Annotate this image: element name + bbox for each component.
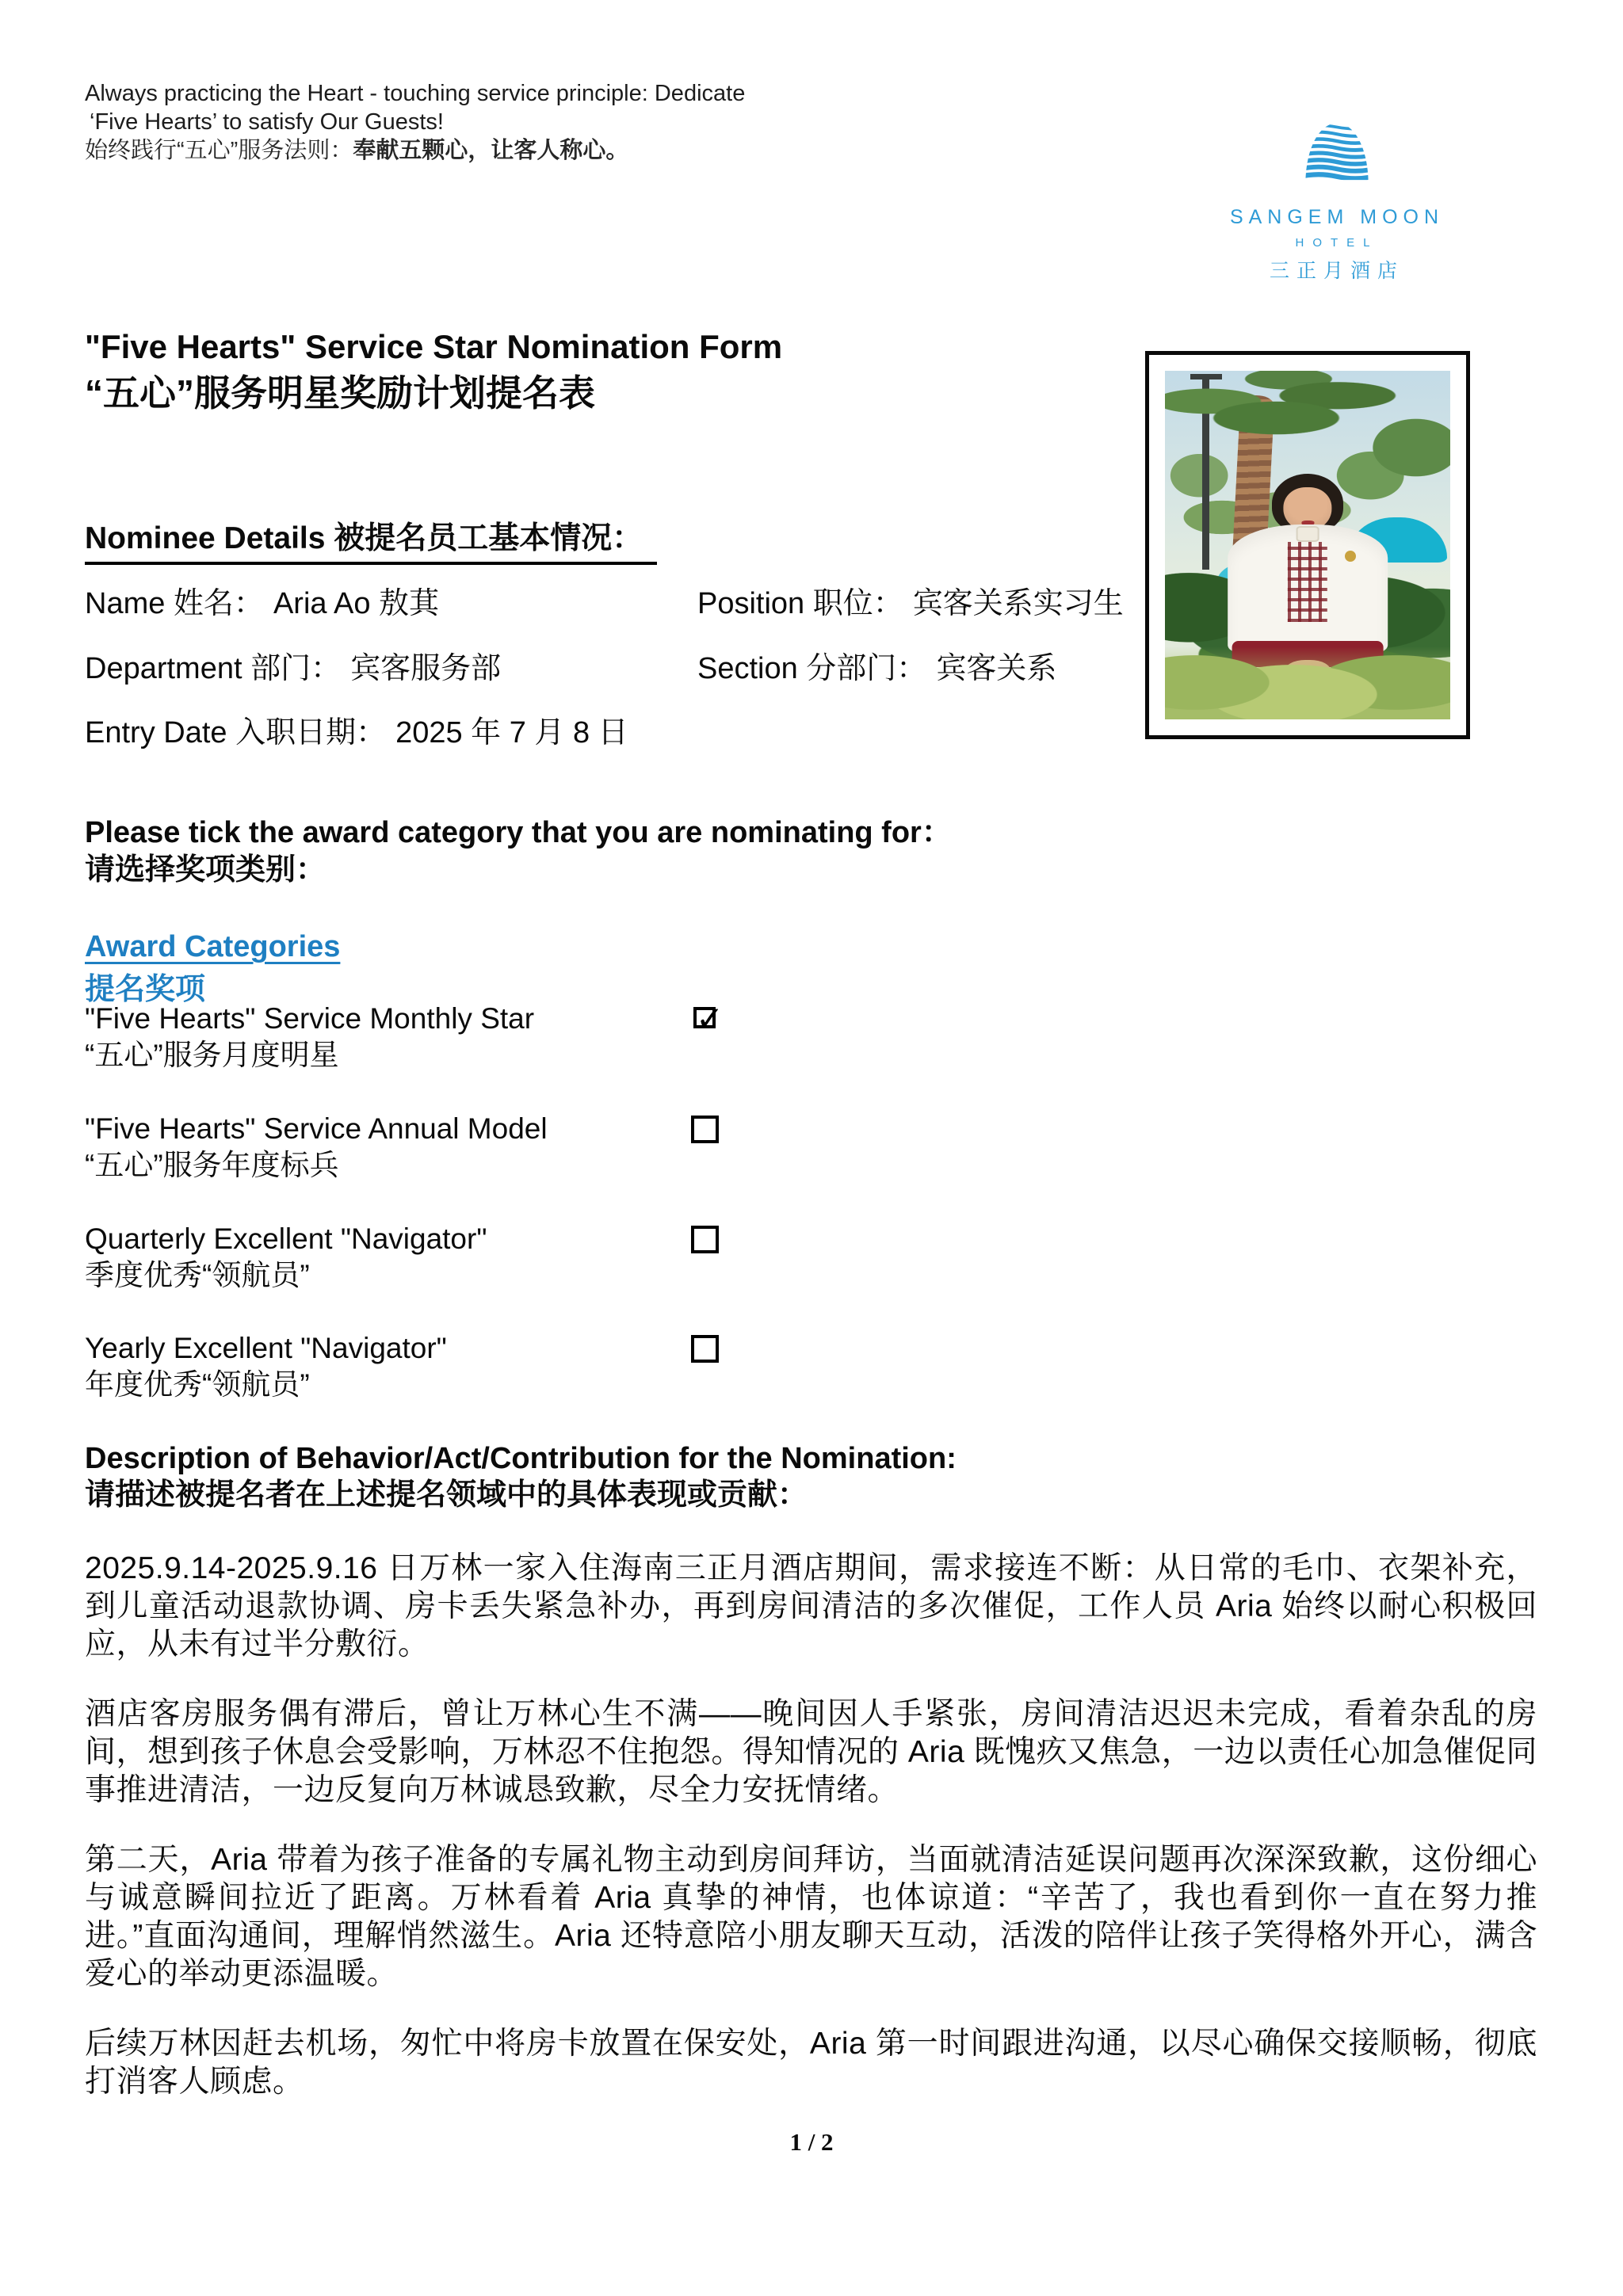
description-heading-en: Description of Behavior/Act/Contribution for the Nomination:: [85, 1442, 957, 1475]
name-label: Name 姓名：: [85, 587, 264, 620]
photo-person-badge: [1345, 551, 1356, 562]
page-number: 1 / 2: [789, 2128, 834, 2156]
description-paragraph: 后续万林因赶去机场，匆忙中将房卡放置在保安处，Aria 第一时间跟进沟通，以尽心确保交接顺畅，彻底打消客人顾虑。: [85, 2027, 1537, 2099]
field-row-name-position: [85, 578, 1537, 618]
tick-instruction-en: Please tick the award category that you are nominating for：: [85, 816, 952, 849]
tick-instruction-zh: 请选择奖项类别：: [85, 853, 327, 887]
position-field: [697, 578, 1124, 622]
award-item-label-en: Yearly Excellent "Navigator": [85, 1332, 447, 1364]
award-item-label-zh: 年度优秀“领航员”: [85, 1368, 310, 1401]
page-title-en: "Five Hearts" Service Star Nomination Form: [85, 328, 783, 365]
photo-palm-fronds: [1165, 371, 1399, 468]
moon-dome-icon: [1218, 111, 1456, 193]
department-value: 宾客服务部: [350, 652, 502, 685]
award-item-yearly-navigator: [85, 1330, 798, 1406]
nominee-details-heading: [85, 513, 657, 565]
award-categories-link[interactable]: Award Categories: [85, 930, 341, 963]
award-item-label-en: Quarterly Excellent "Navigator": [85, 1222, 487, 1255]
header-motto: [85, 79, 745, 165]
department-label: Department 部门：: [85, 652, 342, 685]
award-item-label-en: "Five Hearts" Service Annual Model: [85, 1112, 548, 1145]
award-checkbox-yearly-navigator[interactable]: [691, 1335, 719, 1363]
page-title: [85, 325, 782, 417]
motto-zh-bold: 奉献五颗心，让客人称心。: [353, 138, 629, 163]
award-item-label-zh: “五心”服务月度明星: [85, 1039, 339, 1071]
entry-date-field: [85, 707, 628, 751]
award-item-label-zh: 季度优秀“领航员”: [85, 1259, 310, 1291]
photo-person-collar: [1296, 526, 1319, 542]
award-item-annual-model: [85, 1111, 798, 1187]
motto-line-en-1: Always practicing the Heart - touching service principle: Dedicate: [85, 81, 746, 106]
description-heading: [85, 1440, 957, 1513]
page-title-zh: “五心”服务明星奖励计划提名表: [85, 372, 595, 414]
award-item-label-en: "Five Hearts" Service Monthly Star: [85, 1002, 535, 1035]
section-value: 宾客关系: [936, 652, 1057, 685]
award-categories-heading: [85, 929, 340, 1008]
section-label: Section 分部门：: [697, 652, 927, 685]
logo-hotel-name: SANGEM MOON: [1229, 206, 1445, 228]
description-heading-zh: 请描述被提名者在上述提名领域中的具体表现或贡献：: [85, 1478, 808, 1512]
name-value: Aria Ao 敖萁: [273, 587, 440, 620]
position-label: Position 职位：: [697, 587, 903, 620]
name-field: [85, 578, 439, 622]
motto-zh-regular: 始终践行“五心”服务法则：: [85, 138, 353, 163]
field-row-department-section: [85, 643, 1537, 683]
field-row-entry-date: [85, 707, 1537, 747]
description-body: [85, 1550, 1537, 2133]
award-checkbox-monthly-star[interactable]: [693, 1007, 716, 1028]
nominee-details-heading-text: Nominee Details 被提名员工基本情况：: [85, 513, 657, 565]
tick-instruction: [85, 814, 952, 889]
award-item-monthly-star: [85, 1001, 798, 1077]
logo-hotel-name-zh: 三正月酒店: [1269, 260, 1404, 282]
entry-date-value: 2025 年 7 月 8 日: [395, 716, 628, 749]
entry-date-label: Entry Date 入职日期：: [85, 716, 387, 749]
description-paragraph: 2025.9.14-2025.9.16 日万林一家入住海南三正月酒店期间，需求接连不断：从日常的毛巾、衣架补充，到儿童活动退款协调、房卡丢失紧急补办，再到房间清洁的多次催促，工作人员 Aria 始终以耐心积极回应，从未有过半分敷衍。: [85, 1551, 1537, 1661]
award-checkbox-annual-model[interactable]: [691, 1116, 719, 1143]
logo-hotel-sub: HOTEL: [1295, 236, 1379, 250]
motto-line-zh: [85, 136, 745, 165]
hotel-logo: [1218, 111, 1456, 284]
section-field: [697, 643, 1056, 687]
motto-line-en-2: ‘Five Hearts’ to satisfy Our Guests!: [90, 109, 444, 135]
award-categories-heading-zh: 提名奖项: [85, 973, 206, 1006]
award-checkbox-quarterly-navigator[interactable]: [691, 1226, 719, 1253]
description-paragraph: 酒店客房服务偶有滞后，曾让万林心生不满——晚间因人手紧张，房间清洁迟迟未完成，看着杂乱的房间，想到孩子休息会受影响，万林忍不住抱怨。得知情况的 Aria 既愧疚又焦急，一边以责任心加急催促同事推进清洁，一边反复向万林诚恳致歉，尽全力安抚情绪。: [85, 1697, 1537, 1807]
position-value: 宾客关系实习生: [912, 587, 1124, 620]
description-paragraph: 第二天，Aria 带着为孩子准备的专属礼物主动到房间拜访，当面就清洁延误问题再次深深致歉，这份细心与诚意瞬间拉近了距离。万林看着 Aria 真挚的神情，也体谅道：“辛苦了，我也看到你一直在努力推进。”直面沟通间，理解悄然滋生。Aria 还特意陪小朋友聊天互动，活泼的陪伴让孩子笑得格外开心，满含爱心的举动更添温暖。: [85, 1843, 1537, 1991]
award-item-quarterly-navigator: [85, 1221, 798, 1297]
award-item-label-zh: “五心”服务年度标兵: [85, 1149, 339, 1181]
department-field: [85, 643, 501, 687]
